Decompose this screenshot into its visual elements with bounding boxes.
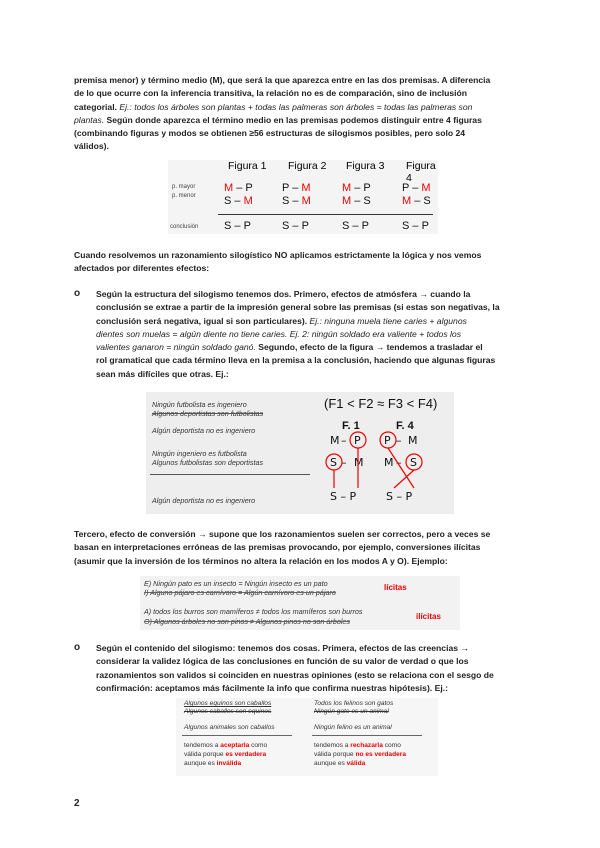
figure-diagram [316,430,446,510]
term-m: M [408,434,418,447]
bullet-marker: o [74,642,81,653]
conclusion-f4: S – P [386,490,413,503]
text-line: Según el contenido del silogismo: tenemos dos cosas. Primera, efectos de las creencias → [96,643,469,653]
text-line: afectados por diferentes efectos: [74,263,210,274]
major-premise: P – M [402,182,431,194]
figure-effect-image [146,392,454,514]
premise-line: Algunos caballos son equinos [184,708,272,715]
minor-premise: M – S [342,195,371,207]
text-line: sean más difíciles que otras. Ej.: [96,368,229,379]
premise-line: Ningún felino es un animal [314,724,392,731]
example-text: plantas. [74,114,105,125]
row-label: conclusión [170,224,199,230]
minor-premise: S – M [224,195,253,207]
licit-label: lícitas [384,583,407,592]
divider-line [150,474,310,475]
text-span: conclusión será negativa, igual si son particulares). [96,315,308,326]
text-line: conclusión se extrae a partir de la impresión general sobre las premisas (si estas son negativas, la [96,302,500,313]
svg-text:–: – [396,456,402,469]
divider-line [182,735,292,736]
text-span: Según donde aparezca el término medio en las premisas podemos distinguir entre 4 figuras [106,114,482,125]
term-m: M [354,456,364,469]
term-s: S [410,456,417,469]
term-p: P [354,434,361,447]
bullet-marker: o [74,288,81,299]
premise-line: Todos los felinos son gatos [314,700,394,707]
belief-comment-left: tendemos a aceptarla como válida porque es verdadera aunque es inválida [184,742,268,767]
major-premise: M – P [224,182,253,194]
divider-line [218,214,433,215]
conversion-image [140,576,460,630]
row-label: p. menor [172,193,196,199]
svg-text:–: – [341,456,347,469]
premise-line: Ningún gato es un animal [314,708,389,715]
text-span: Segundo, efecto de la figura → tendemos a trasladar el [258,342,483,353]
figure-header: Figura 2 [288,160,327,172]
term-s: S [330,456,337,469]
text-line: Cuando resolvemos un razonamiento silogístico NO aplicamos estrictamente la lógica y nos vemos [74,250,482,260]
text-line: de lo que ocurre con la inferencia transitiva, la relación no es de comparación, sino de inclusión [74,88,468,99]
page-number: 2 [74,798,80,809]
major-premise: P – M [282,182,311,194]
divider-line [312,735,422,736]
text-line: premisa menor) y término medio (M), que será la que aparezca entre en las dos premisas. A diferencia [74,75,491,85]
figures-table [168,160,438,234]
text-line: razonamientos son validos si coinciden en nuestras opiniones (esto se relaciona con el sesgo de [96,669,494,680]
belief-bias-image [176,698,438,776]
text-line [74,114,528,127]
text-line: considerar la validez lógica de las conclusiones en función de su valor de verdad o que los [96,656,469,667]
svg-text:–: – [341,434,347,447]
text-line: válidos). [74,141,109,152]
conversion-line: E) Ningún pato es un insecto = Ningún insecto es un pato [144,579,328,588]
figure-header: Figura 3 [346,160,385,172]
text-line [96,315,528,328]
example-text: Ej.: ninguna muela tiene caries + algunos [309,315,467,326]
difficulty-order: (F1 < F2 ≈ F3 < F4) [324,396,438,411]
conversion-line: A) todos los burros son mamíferos ≠ todos los mamíferos son burros [144,607,363,616]
figure-header: Figura 1 [228,160,267,172]
term-p: P [384,434,391,447]
row-label: p. mayor [172,184,196,190]
premise-line: Algunos animales son caballos [184,724,275,731]
svg-text:–: – [396,434,402,447]
text-line: (combinando figuras y modos se obtienen ≥56 estructuras de silogismos posibles, pero solo 24 [74,128,466,139]
intro-paragraph [74,74,528,154]
text-line: (asumir que la inversión de los términos no altera la relación en los modos A y O). Ejemplo: [74,555,448,566]
text-line: basan en interpretaciones erróneas de las premisas provocando, por ejemplo, conversiones ilícitas [74,542,481,553]
syllogism-line: Algún deportista no es ingeniero [152,426,256,435]
text-line: confirmación: aceptamos más fácilmente la info que confirma nuestras hipótesis). Ej.: [96,682,448,693]
conclusion: S – P [342,220,369,232]
text-line [96,341,528,354]
text-line [74,101,528,114]
figure-header: Figura 4 [406,160,436,184]
text-line [96,328,528,341]
conversion-line: O) Algunos árboles no son pinos ≠ Algunos pinos no son árboles [144,617,351,626]
conclusion: S – P [402,220,429,232]
conclusion: S – P [282,220,309,232]
effects-intro [74,249,528,276]
syllogism-line: Algunos deportistas son futbolistas [152,409,264,418]
figure-label: F. 4 [396,420,414,432]
minor-premise: S – M [282,195,311,207]
syllogism-line: Algunos futbolistas son deportistas [152,458,264,467]
example-text: Ej.: todos los árboles son plantas + todas las palmeras son árboles = todas las palmeras son [119,101,473,112]
premise-line: Algunos equinos son caballos [184,700,272,707]
conclusion: S – P [224,220,251,232]
content-effects-item [96,642,528,695]
belief-comment-right: tendemos a rechazarla como válida porque no es verdadera aunque es válida [314,742,407,767]
conversion-line: I) Alguno pájaro es carnívoro = Algún carnívoro es un pájaro [144,588,336,597]
example-text: dientes son muelas = algún diente no tiene caries. Ej. 2: ningún soldado era valiente + todos los [96,328,461,339]
text-line: rol gramatical que cada término lleva en la premisa a la conclusión, haciendo que algunas figuras [96,355,496,366]
conversion-paragraph [74,528,528,568]
minor-premise: M – S [402,195,431,207]
syllogism-line: Ningún futbolista es ingeniero [152,400,247,409]
figure-label: F. 1 [342,420,360,432]
text-span: categorial. [74,101,117,112]
example-text: valientes ganaron = ningún soldado ganó. [96,342,256,353]
term-m: M [384,456,394,469]
term-m: M [330,434,340,447]
major-premise: M – P [342,182,371,194]
text-line: Según la estructura del silogismo tenemos dos. Primero, efectos de atmósfera → cuando la [96,289,471,299]
syllogism-line: Algún deportista no es ingeniero [152,496,256,505]
illicit-label: ilícitas [416,612,441,621]
structure-effects-item [96,288,528,381]
text-line: Tercero, efecto de conversión → supone que los razonamientos suelen ser correctos, pero a veces se [74,529,491,539]
syllogism-line: Ningún ingeniero es futbolista [152,449,247,458]
conclusion-f1: S – P [330,490,357,503]
